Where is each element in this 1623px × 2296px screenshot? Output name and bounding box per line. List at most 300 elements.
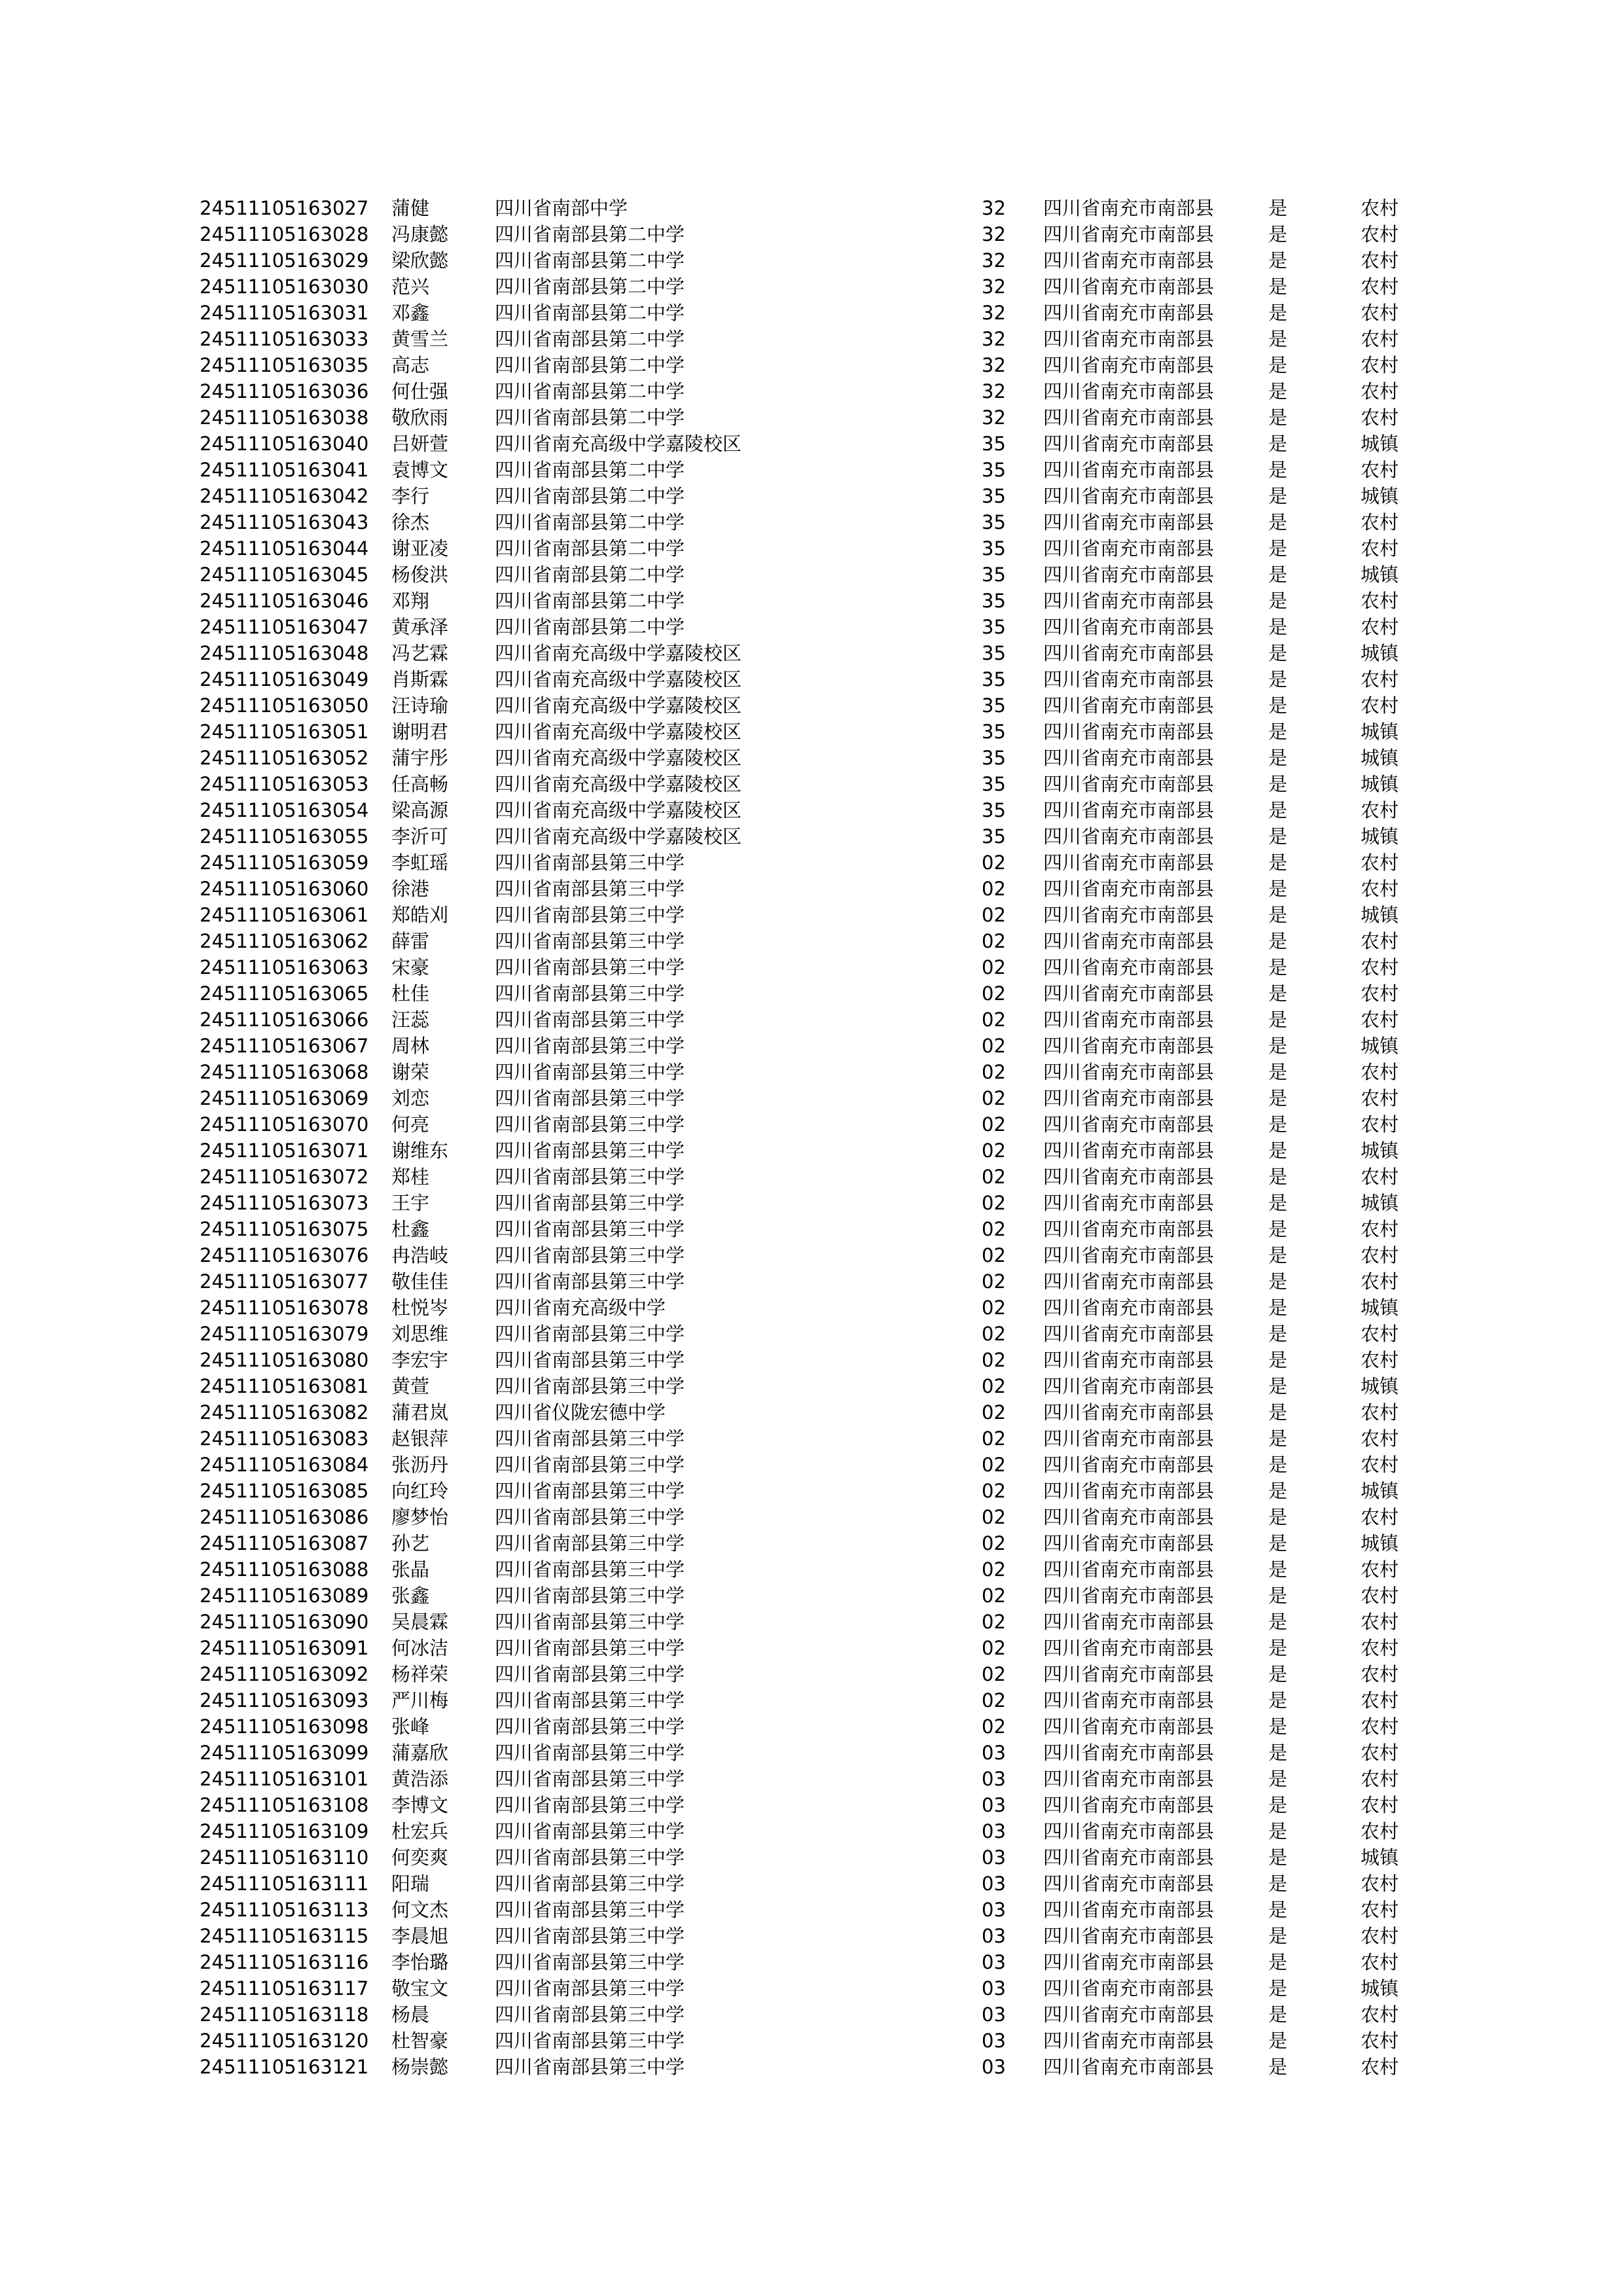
table-row <box>0 588 1623 614</box>
flag-cell: 是 <box>1268 825 1288 848</box>
table-row <box>0 1242 1623 1268</box>
exam-number-cell: 24511105163090 <box>200 1611 369 1633</box>
exam-number-cell: 24511105163047 <box>200 616 369 638</box>
flag-cell: 是 <box>1268 1951 1288 1973</box>
table-row <box>0 1138 1623 1164</box>
code-cell: 02 <box>982 878 1006 900</box>
code-cell: 02 <box>982 1323 1006 1345</box>
code-cell: 02 <box>982 982 1006 1005</box>
region-cell: 四川省南充市南部县 <box>1043 1139 1215 1162</box>
code-cell: 02 <box>982 1715 1006 1738</box>
exam-number-cell: 24511105163109 <box>200 1820 369 1842</box>
student-name-cell: 邓鑫 <box>391 302 430 324</box>
region-cell: 四川省南充市南部县 <box>1043 1087 1215 1109</box>
code-cell: 32 <box>982 197 1006 219</box>
code-cell: 03 <box>982 2030 1006 2052</box>
household-type-cell: 城镇 <box>1361 1480 1399 1502</box>
school-cell: 四川省南部县第三中学 <box>495 1794 685 1816</box>
code-cell: 35 <box>982 642 1006 664</box>
region-cell: 四川省南充市南部县 <box>1043 668 1215 691</box>
exam-number-cell: 24511105163111 <box>200 1873 369 1895</box>
code-cell: 02 <box>982 1087 1006 1109</box>
code-cell: 02 <box>982 1585 1006 1607</box>
table-row <box>0 1399 1623 1426</box>
exam-number-cell: 24511105163076 <box>200 1244 369 1266</box>
household-type-cell: 农村 <box>1361 1951 1399 1973</box>
school-cell: 四川省南部县第二中学 <box>495 328 685 350</box>
school-cell: 四川省南部县第三中学 <box>495 1192 685 1214</box>
region-cell: 四川省南充市南部县 <box>1043 1480 1215 1502</box>
flag-cell: 是 <box>1268 433 1288 455</box>
region-cell: 四川省南充市南部县 <box>1043 982 1215 1005</box>
flag-cell: 是 <box>1268 1715 1288 1738</box>
student-name-cell: 邓翔 <box>391 590 430 612</box>
student-name-cell: 郑皓刈 <box>391 904 449 926</box>
student-name-cell: 李宏宇 <box>391 1349 449 1371</box>
school-cell: 四川省南部县第三中学 <box>495 1532 685 1554</box>
code-cell: 03 <box>982 1846 1006 1869</box>
exam-number-cell: 24511105163054 <box>200 799 369 821</box>
flag-cell: 是 <box>1268 1637 1288 1659</box>
region-cell: 四川省南充市南部县 <box>1043 799 1215 821</box>
household-type-cell: 城镇 <box>1361 1532 1399 1554</box>
region-cell: 四川省南充市南部县 <box>1043 2003 1215 2026</box>
household-type-cell: 农村 <box>1361 459 1399 481</box>
household-type-cell: 农村 <box>1361 1323 1399 1345</box>
household-type-cell: 城镇 <box>1361 642 1399 664</box>
region-cell: 四川省南充市南部县 <box>1043 249 1215 272</box>
code-cell: 35 <box>982 433 1006 455</box>
table-row <box>0 954 1623 980</box>
table-row <box>0 431 1623 457</box>
table-row <box>0 823 1623 850</box>
school-cell: 四川省南部县第三中学 <box>495 1035 685 1057</box>
exam-number-cell: 24511105163089 <box>200 1585 369 1607</box>
region-cell: 四川省南充市南部县 <box>1043 1244 1215 1266</box>
student-name-cell: 杜悦岑 <box>391 1297 449 1319</box>
flag-cell: 是 <box>1268 511 1288 533</box>
table-row <box>0 352 1623 378</box>
household-type-cell: 城镇 <box>1361 721 1399 743</box>
table-row <box>0 404 1623 431</box>
code-cell: 02 <box>982 1506 1006 1528</box>
table-row <box>0 1504 1623 1530</box>
school-cell: 四川省南部县第二中学 <box>495 276 685 298</box>
code-cell: 02 <box>982 1192 1006 1214</box>
school-cell: 四川省南部县第二中学 <box>495 511 685 533</box>
table-row <box>0 928 1623 954</box>
exam-number-cell: 24511105163038 <box>200 406 369 429</box>
code-cell: 35 <box>982 773 1006 795</box>
code-cell: 03 <box>982 2056 1006 2078</box>
school-cell: 四川省南部县第三中学 <box>495 1506 685 1528</box>
region-cell: 四川省南充市南部县 <box>1043 1454 1215 1476</box>
student-name-cell: 何冰洁 <box>391 1637 449 1659</box>
region-cell: 四川省南充市南部县 <box>1043 1663 1215 1685</box>
exam-number-cell: 24511105163063 <box>200 956 369 978</box>
household-type-cell: 农村 <box>1361 1558 1399 1581</box>
household-type-cell: 城镇 <box>1361 485 1399 507</box>
region-cell: 四川省南充市南部县 <box>1043 721 1215 743</box>
household-type-cell: 农村 <box>1361 302 1399 324</box>
school-cell: 四川省南部县第二中学 <box>495 223 685 245</box>
table-row <box>0 2001 1623 2028</box>
exam-number-cell: 24511105163043 <box>200 511 369 533</box>
student-name-cell: 蒲健 <box>391 197 430 219</box>
student-name-cell: 李博文 <box>391 1794 449 1816</box>
region-cell: 四川省南充市南部县 <box>1043 1925 1215 1947</box>
exam-number-cell: 24511105163082 <box>200 1401 369 1424</box>
exam-number-cell: 24511105163060 <box>200 878 369 900</box>
student-name-cell: 张沥丹 <box>391 1454 449 1476</box>
table-row <box>0 1268 1623 1295</box>
school-cell: 四川省南充高级中学嘉陵校区 <box>495 642 742 664</box>
roster-table <box>0 195 1623 2080</box>
school-cell: 四川省南部县第三中学 <box>495 1480 685 1502</box>
school-cell: 四川省南部县第三中学 <box>495 1846 685 1869</box>
student-name-cell: 蒲宇彤 <box>391 747 449 769</box>
code-cell: 35 <box>982 694 1006 717</box>
school-cell: 四川省南部县第二中学 <box>495 302 685 324</box>
flag-cell: 是 <box>1268 276 1288 298</box>
household-type-cell: 农村 <box>1361 1873 1399 1895</box>
school-cell: 四川省南部县第三中学 <box>495 1951 685 1973</box>
code-cell: 02 <box>982 1139 1006 1162</box>
exam-number-cell: 24511105163036 <box>200 380 369 403</box>
region-cell: 四川省南充市南部县 <box>1043 1506 1215 1528</box>
student-name-cell: 黄萱 <box>391 1375 430 1397</box>
household-type-cell: 农村 <box>1361 799 1399 821</box>
table-row <box>0 535 1623 562</box>
flag-cell: 是 <box>1268 1375 1288 1397</box>
table-row <box>0 1975 1623 2001</box>
table-row <box>0 1530 1623 1556</box>
region-cell: 四川省南充市南部县 <box>1043 1637 1215 1659</box>
flag-cell: 是 <box>1268 1427 1288 1450</box>
code-cell: 02 <box>982 1689 1006 1712</box>
school-cell: 四川省南部县第三中学 <box>495 1611 685 1633</box>
flag-cell: 是 <box>1268 1794 1288 1816</box>
exam-number-cell: 24511105163052 <box>200 747 369 769</box>
household-type-cell: 农村 <box>1361 1611 1399 1633</box>
code-cell: 02 <box>982 1401 1006 1424</box>
student-name-cell: 何文杰 <box>391 1899 449 1921</box>
household-type-cell: 农村 <box>1361 276 1399 298</box>
region-cell: 四川省南充市南部县 <box>1043 642 1215 664</box>
region-cell: 四川省南充市南部县 <box>1043 380 1215 403</box>
household-type-cell: 农村 <box>1361 1349 1399 1371</box>
table-row <box>0 326 1623 352</box>
exam-number-cell: 24511105163068 <box>200 1061 369 1083</box>
student-name-cell: 杜智豪 <box>391 2030 449 2052</box>
school-cell: 四川省南部县第二中学 <box>495 564 685 586</box>
region-cell: 四川省南充市南部县 <box>1043 1742 1215 1764</box>
flag-cell: 是 <box>1268 1820 1288 1842</box>
code-cell: 02 <box>982 904 1006 926</box>
region-cell: 四川省南充市南部县 <box>1043 1297 1215 1319</box>
code-cell: 03 <box>982 1951 1006 1973</box>
code-cell: 35 <box>982 564 1006 586</box>
flag-cell: 是 <box>1268 1035 1288 1057</box>
table-row <box>0 876 1623 902</box>
student-name-cell: 薛雷 <box>391 930 430 952</box>
flag-cell: 是 <box>1268 1061 1288 1083</box>
household-type-cell: 城镇 <box>1361 1846 1399 1869</box>
household-type-cell: 农村 <box>1361 2030 1399 2052</box>
school-cell: 四川省南部县第三中学 <box>495 1218 685 1240</box>
region-cell: 四川省南充市南部县 <box>1043 223 1215 245</box>
school-cell: 四川省南部县第三中学 <box>495 956 685 978</box>
flag-cell: 是 <box>1268 1558 1288 1581</box>
household-type-cell: 农村 <box>1361 406 1399 429</box>
flag-cell: 是 <box>1268 1270 1288 1293</box>
student-name-cell: 冉浩岐 <box>391 1244 449 1266</box>
code-cell: 03 <box>982 1742 1006 1764</box>
exam-number-cell: 24511105163071 <box>200 1139 369 1162</box>
school-cell: 四川省南部县第三中学 <box>495 1270 685 1293</box>
flag-cell: 是 <box>1268 1977 1288 2000</box>
exam-number-cell: 24511105163093 <box>200 1689 369 1712</box>
exam-number-cell: 24511105163027 <box>200 197 369 219</box>
exam-number-cell: 24511105163078 <box>200 1297 369 1319</box>
household-type-cell: 城镇 <box>1361 773 1399 795</box>
code-cell: 02 <box>982 1009 1006 1031</box>
household-type-cell: 农村 <box>1361 511 1399 533</box>
exam-number-cell: 24511105163030 <box>200 276 369 298</box>
exam-number-cell: 24511105163116 <box>200 1951 369 1973</box>
household-type-cell: 农村 <box>1361 878 1399 900</box>
table-row <box>0 1897 1623 1923</box>
region-cell: 四川省南充市南部县 <box>1043 1585 1215 1607</box>
exam-number-cell: 24511105163075 <box>200 1218 369 1240</box>
household-type-cell: 城镇 <box>1361 564 1399 586</box>
student-name-cell: 敬宝文 <box>391 1977 449 2000</box>
table-row <box>0 1452 1623 1478</box>
table-row <box>0 640 1623 666</box>
school-cell: 四川省南部县第三中学 <box>495 2056 685 2078</box>
household-type-cell: 农村 <box>1361 223 1399 245</box>
school-cell: 四川省南部县第三中学 <box>495 1087 685 1109</box>
school-cell: 四川省南充高级中学 <box>495 1297 666 1319</box>
flag-cell: 是 <box>1268 616 1288 638</box>
household-type-cell: 农村 <box>1361 1768 1399 1790</box>
code-cell: 35 <box>982 537 1006 560</box>
exam-number-cell: 24511105163079 <box>200 1323 369 1345</box>
school-cell: 四川省南部县第二中学 <box>495 537 685 560</box>
student-name-cell: 汪诗瑜 <box>391 694 449 717</box>
flag-cell: 是 <box>1268 1899 1288 1921</box>
code-cell: 32 <box>982 276 1006 298</box>
school-cell: 四川省南部县第三中学 <box>495 1009 685 1031</box>
region-cell: 四川省南充市南部县 <box>1043 1977 1215 2000</box>
code-cell: 02 <box>982 1663 1006 1685</box>
student-name-cell: 袁博文 <box>391 459 449 481</box>
student-name-cell: 梁欣懿 <box>391 249 449 272</box>
table-row <box>0 1766 1623 1792</box>
exam-number-cell: 24511105163051 <box>200 721 369 743</box>
table-row <box>0 1033 1623 1059</box>
student-name-cell: 王宇 <box>391 1192 430 1214</box>
table-row <box>0 1190 1623 1216</box>
code-cell: 02 <box>982 1454 1006 1476</box>
code-cell: 02 <box>982 1427 1006 1450</box>
region-cell: 四川省南充市南部县 <box>1043 2056 1215 2078</box>
region-cell: 四川省南充市南部县 <box>1043 2030 1215 2052</box>
school-cell: 四川省南部县第三中学 <box>495 1454 685 1476</box>
code-cell: 02 <box>982 1244 1006 1266</box>
exam-number-cell: 24511105163080 <box>200 1349 369 1371</box>
student-name-cell: 敬佳佳 <box>391 1270 449 1293</box>
flag-cell: 是 <box>1268 1663 1288 1685</box>
region-cell: 四川省南充市南部县 <box>1043 1899 1215 1921</box>
household-type-cell: 农村 <box>1361 1506 1399 1528</box>
school-cell: 四川省南部县第三中学 <box>495 1349 685 1371</box>
household-type-cell: 农村 <box>1361 1454 1399 1476</box>
code-cell: 03 <box>982 1794 1006 1816</box>
flag-cell: 是 <box>1268 956 1288 978</box>
household-type-cell: 城镇 <box>1361 1375 1399 1397</box>
exam-number-cell: 24511105163077 <box>200 1270 369 1293</box>
exam-number-cell: 24511105163092 <box>200 1663 369 1685</box>
exam-number-cell: 24511105163028 <box>200 223 369 245</box>
household-type-cell: 农村 <box>1361 1794 1399 1816</box>
student-name-cell: 刘思维 <box>391 1323 449 1345</box>
table-row <box>0 1687 1623 1713</box>
code-cell: 02 <box>982 956 1006 978</box>
student-name-cell: 谢亚凌 <box>391 537 449 560</box>
exam-number-cell: 24511105163062 <box>200 930 369 952</box>
school-cell: 四川省南部县第三中学 <box>495 1899 685 1921</box>
school-cell: 四川省南部县第二中学 <box>495 485 685 507</box>
table-row <box>0 666 1623 692</box>
student-name-cell: 杜佳 <box>391 982 430 1005</box>
household-type-cell: 农村 <box>1361 1166 1399 1188</box>
table-row <box>0 1111 1623 1138</box>
school-cell: 四川省仪陇宏德中学 <box>495 1401 666 1424</box>
region-cell: 四川省南充市南部县 <box>1043 590 1215 612</box>
table-row <box>0 1740 1623 1766</box>
region-cell: 四川省南充市南部县 <box>1043 1401 1215 1424</box>
household-type-cell: 城镇 <box>1361 1139 1399 1162</box>
flag-cell: 是 <box>1268 1323 1288 1345</box>
region-cell: 四川省南充市南部县 <box>1043 1035 1215 1057</box>
table-row <box>0 247 1623 274</box>
table-row <box>0 692 1623 719</box>
region-cell: 四川省南充市南部县 <box>1043 1113 1215 1136</box>
table-row <box>0 980 1623 1007</box>
school-cell: 四川省南部县第三中学 <box>495 2030 685 2052</box>
student-name-cell: 任高畅 <box>391 773 449 795</box>
student-name-cell: 向红玲 <box>391 1480 449 1502</box>
household-type-cell: 农村 <box>1361 328 1399 350</box>
school-cell: 四川省南部县第三中学 <box>495 1768 685 1790</box>
student-name-cell: 徐港 <box>391 878 430 900</box>
table-row <box>0 1295 1623 1321</box>
table-row <box>0 1059 1623 1085</box>
region-cell: 四川省南充市南部县 <box>1043 1820 1215 1842</box>
school-cell: 四川省南部县第三中学 <box>495 1139 685 1162</box>
school-cell: 四川省南部县第三中学 <box>495 1375 685 1397</box>
student-name-cell: 张晶 <box>391 1558 430 1581</box>
region-cell: 四川省南充市南部县 <box>1043 878 1215 900</box>
flag-cell: 是 <box>1268 1349 1288 1371</box>
exam-number-cell: 24511105163069 <box>200 1087 369 1109</box>
household-type-cell: 城镇 <box>1361 1297 1399 1319</box>
region-cell: 四川省南充市南部县 <box>1043 1166 1215 1188</box>
school-cell: 四川省南充高级中学嘉陵校区 <box>495 825 742 848</box>
table-row <box>0 300 1623 326</box>
code-cell: 02 <box>982 1113 1006 1136</box>
exam-number-cell: 24511105163091 <box>200 1637 369 1659</box>
code-cell: 35 <box>982 485 1006 507</box>
code-cell: 02 <box>982 1270 1006 1293</box>
code-cell: 02 <box>982 1480 1006 1502</box>
school-cell: 四川省南部县第二中学 <box>495 354 685 376</box>
region-cell: 四川省南充市南部县 <box>1043 694 1215 717</box>
household-type-cell: 农村 <box>1361 537 1399 560</box>
region-cell: 四川省南充市南部县 <box>1043 1349 1215 1371</box>
flag-cell: 是 <box>1268 1009 1288 1031</box>
school-cell: 四川省南部县第三中学 <box>495 904 685 926</box>
exam-number-cell: 24511105163046 <box>200 590 369 612</box>
flag-cell: 是 <box>1268 694 1288 717</box>
student-name-cell: 蒲嘉欣 <box>391 1742 449 1764</box>
household-type-cell: 农村 <box>1361 1270 1399 1293</box>
school-cell: 四川省南部县第三中学 <box>495 1715 685 1738</box>
table-row <box>0 1164 1623 1190</box>
school-cell: 四川省南部县第三中学 <box>495 982 685 1005</box>
table-row <box>0 719 1623 745</box>
school-cell: 四川省南部县第二中学 <box>495 616 685 638</box>
student-name-cell: 汪蕊 <box>391 1009 430 1031</box>
exam-number-cell: 24511105163031 <box>200 302 369 324</box>
table-row <box>0 457 1623 483</box>
code-cell: 03 <box>982 1768 1006 1790</box>
flag-cell: 是 <box>1268 1480 1288 1502</box>
household-type-cell: 农村 <box>1361 930 1399 952</box>
code-cell: 02 <box>982 1611 1006 1633</box>
code-cell: 02 <box>982 852 1006 874</box>
code-cell: 35 <box>982 825 1006 848</box>
flag-cell: 是 <box>1268 485 1288 507</box>
school-cell: 四川省南部县第三中学 <box>495 1585 685 1607</box>
flag-cell: 是 <box>1268 1218 1288 1240</box>
household-type-cell: 农村 <box>1361 852 1399 874</box>
region-cell: 四川省南充市南部县 <box>1043 459 1215 481</box>
code-cell: 02 <box>982 1218 1006 1240</box>
code-cell: 02 <box>982 1558 1006 1581</box>
school-cell: 四川省南部县第三中学 <box>495 1061 685 1083</box>
student-name-cell: 杨俊洪 <box>391 564 449 586</box>
student-name-cell: 张峰 <box>391 1715 430 1738</box>
code-cell: 32 <box>982 249 1006 272</box>
school-cell: 四川省南部县第二中学 <box>495 249 685 272</box>
household-type-cell: 农村 <box>1361 354 1399 376</box>
region-cell: 四川省南充市南部县 <box>1043 511 1215 533</box>
region-cell: 四川省南充市南部县 <box>1043 537 1215 560</box>
student-name-cell: 李虹瑶 <box>391 852 449 874</box>
student-name-cell: 李沂可 <box>391 825 449 848</box>
household-type-cell: 农村 <box>1361 1637 1399 1659</box>
exam-number-cell: 24511105163053 <box>200 773 369 795</box>
student-name-cell: 李晨旭 <box>391 1925 449 1947</box>
exam-number-cell: 24511105163087 <box>200 1532 369 1554</box>
student-name-cell: 孙艺 <box>391 1532 430 1554</box>
flag-cell: 是 <box>1268 2056 1288 2078</box>
flag-cell: 是 <box>1268 878 1288 900</box>
region-cell: 四川省南充市南部县 <box>1043 1061 1215 1083</box>
exam-number-cell: 24511105163113 <box>200 1899 369 1921</box>
